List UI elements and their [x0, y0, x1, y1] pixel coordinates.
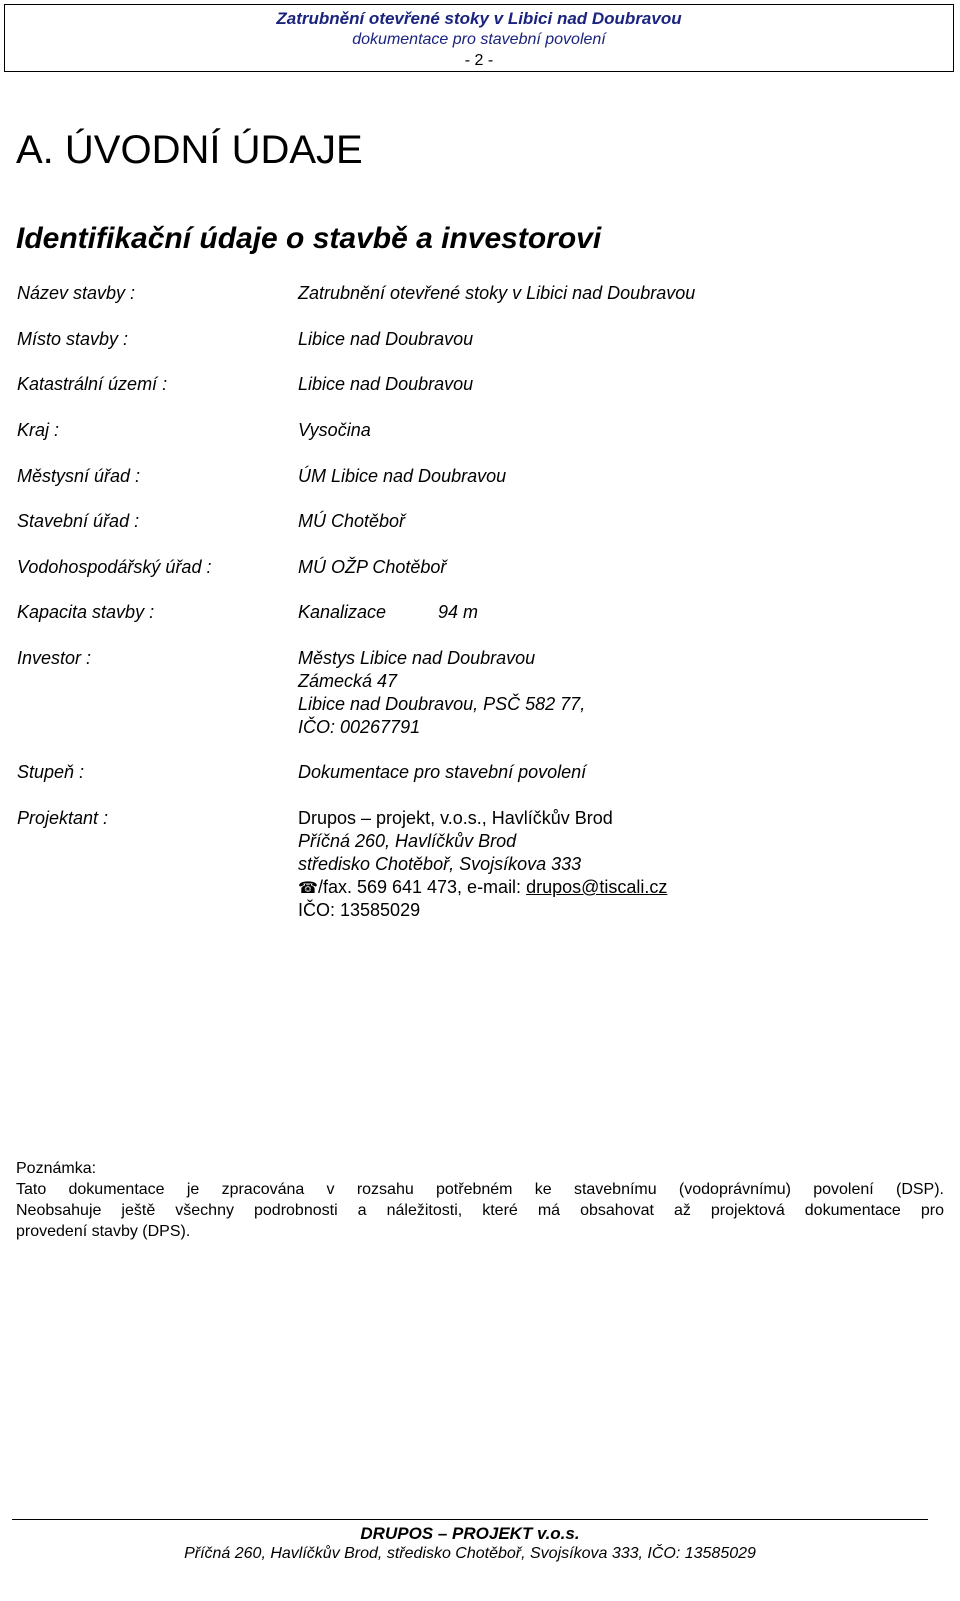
footer-company: DRUPOS – PROJEKT v.o.s.: [360, 1524, 580, 1543]
note-line: provedení stavby (DPS).: [16, 1223, 191, 1240]
page-header: [4, 4, 954, 72]
field-value-katastr: Libice nad Doubravou: [298, 374, 474, 394]
field-label-investor: Investor :: [17, 648, 92, 668]
note-line: Tato dokumentace je zpracována v rozsahu potřebném ke stavebnímu (vodoprávnímu) povolení (DSP).: [16, 1181, 944, 1198]
field-value-nazev: Zatrubnění otevřené stoky v Libici nad Doubravou: [298, 283, 696, 303]
field-label-stavebni-urad: Stavební úřad :: [17, 511, 140, 531]
note-line: Neobsahuje ještě všechny podrobnosti a náležitosti, které má obsahovat až projektová dokumentace pro: [16, 1202, 944, 1219]
projektant-ico: IČO: 13585029: [298, 900, 421, 920]
field-label-stupen: Stupeň :: [17, 762, 85, 782]
note-block: [16, 1158, 944, 1242]
field-value-kraj: Vysočina: [298, 420, 371, 440]
projektant-line: Drupos – projekt, v.o.s., Havlíčkův Brod: [298, 808, 613, 828]
section-title: A. ÚVODNÍ ÚDAJE: [16, 128, 363, 172]
header-title: Zatrubnění otevřené stoky v Libici nad Doubravou: [276, 9, 682, 28]
page-number: - 2 -: [464, 52, 494, 69]
field-label-nazev: Název stavby :: [17, 283, 136, 303]
field-value-stupen: Dokumentace pro stavební povolení: [298, 762, 587, 782]
investor-line: Libice nad Doubravou, PSČ 582 77,: [298, 694, 586, 714]
projektant-block: [298, 807, 667, 922]
field-label-kraj: Kraj :: [17, 420, 60, 440]
field-value-misto: Libice nad Doubravou: [298, 329, 474, 349]
field-label-mestysni-urad: Městysní úřad :: [17, 466, 141, 486]
field-label-misto: Místo stavby :: [17, 329, 129, 349]
phone-icon: ☎: [298, 880, 318, 897]
phone-fax-text: /fax. 569 641 473, e-mail:: [317, 877, 527, 897]
investor-line: Zámecká 47: [298, 671, 398, 691]
header-subtitle: dokumentace pro stavební povolení: [352, 31, 606, 48]
field-value-vodohosp-urad: MÚ OŽP Chotěboř: [298, 557, 447, 577]
field-label-vodohosp-urad: Vodohospodářský úřad :: [17, 557, 212, 577]
email-link[interactable]: drupos@tiscali.cz: [526, 877, 668, 897]
investor-block: [298, 647, 585, 739]
projektant-contact-line: [298, 876, 667, 899]
field-value-kapacita-unit: 94 m: [438, 602, 479, 622]
footer-divider: [12, 1519, 928, 1520]
footer-address: Příčná 260, Havlíčkův Brod, středisko Chotěboř, Svojsíkova 333, IČO: 13585029: [184, 1545, 756, 1562]
investor-line: IČO: 00267791: [298, 717, 421, 737]
field-label-katastr: Katastrální území :: [17, 374, 168, 394]
projektant-line: středisko Chotěboř, Svojsíkova 333: [298, 854, 582, 874]
subsection-title: Identifikační údaje o stavbě a investorovi: [16, 222, 602, 255]
field-value-kapacita: Kanalizace: [298, 602, 387, 622]
note-heading: Poznámka:: [16, 1160, 97, 1177]
investor-line: Městys Libice nad Doubravou: [298, 648, 536, 668]
projektant-line: Příčná 260, Havlíčkův Brod: [298, 831, 517, 851]
field-value-stavebni-urad: MÚ Chotěboř: [298, 511, 406, 531]
field-value-mestysni-urad: ÚM Libice nad Doubravou: [298, 466, 507, 486]
field-label-projektant: Projektant :: [17, 808, 109, 828]
field-label-kapacita: Kapacita stavby :: [17, 602, 155, 622]
